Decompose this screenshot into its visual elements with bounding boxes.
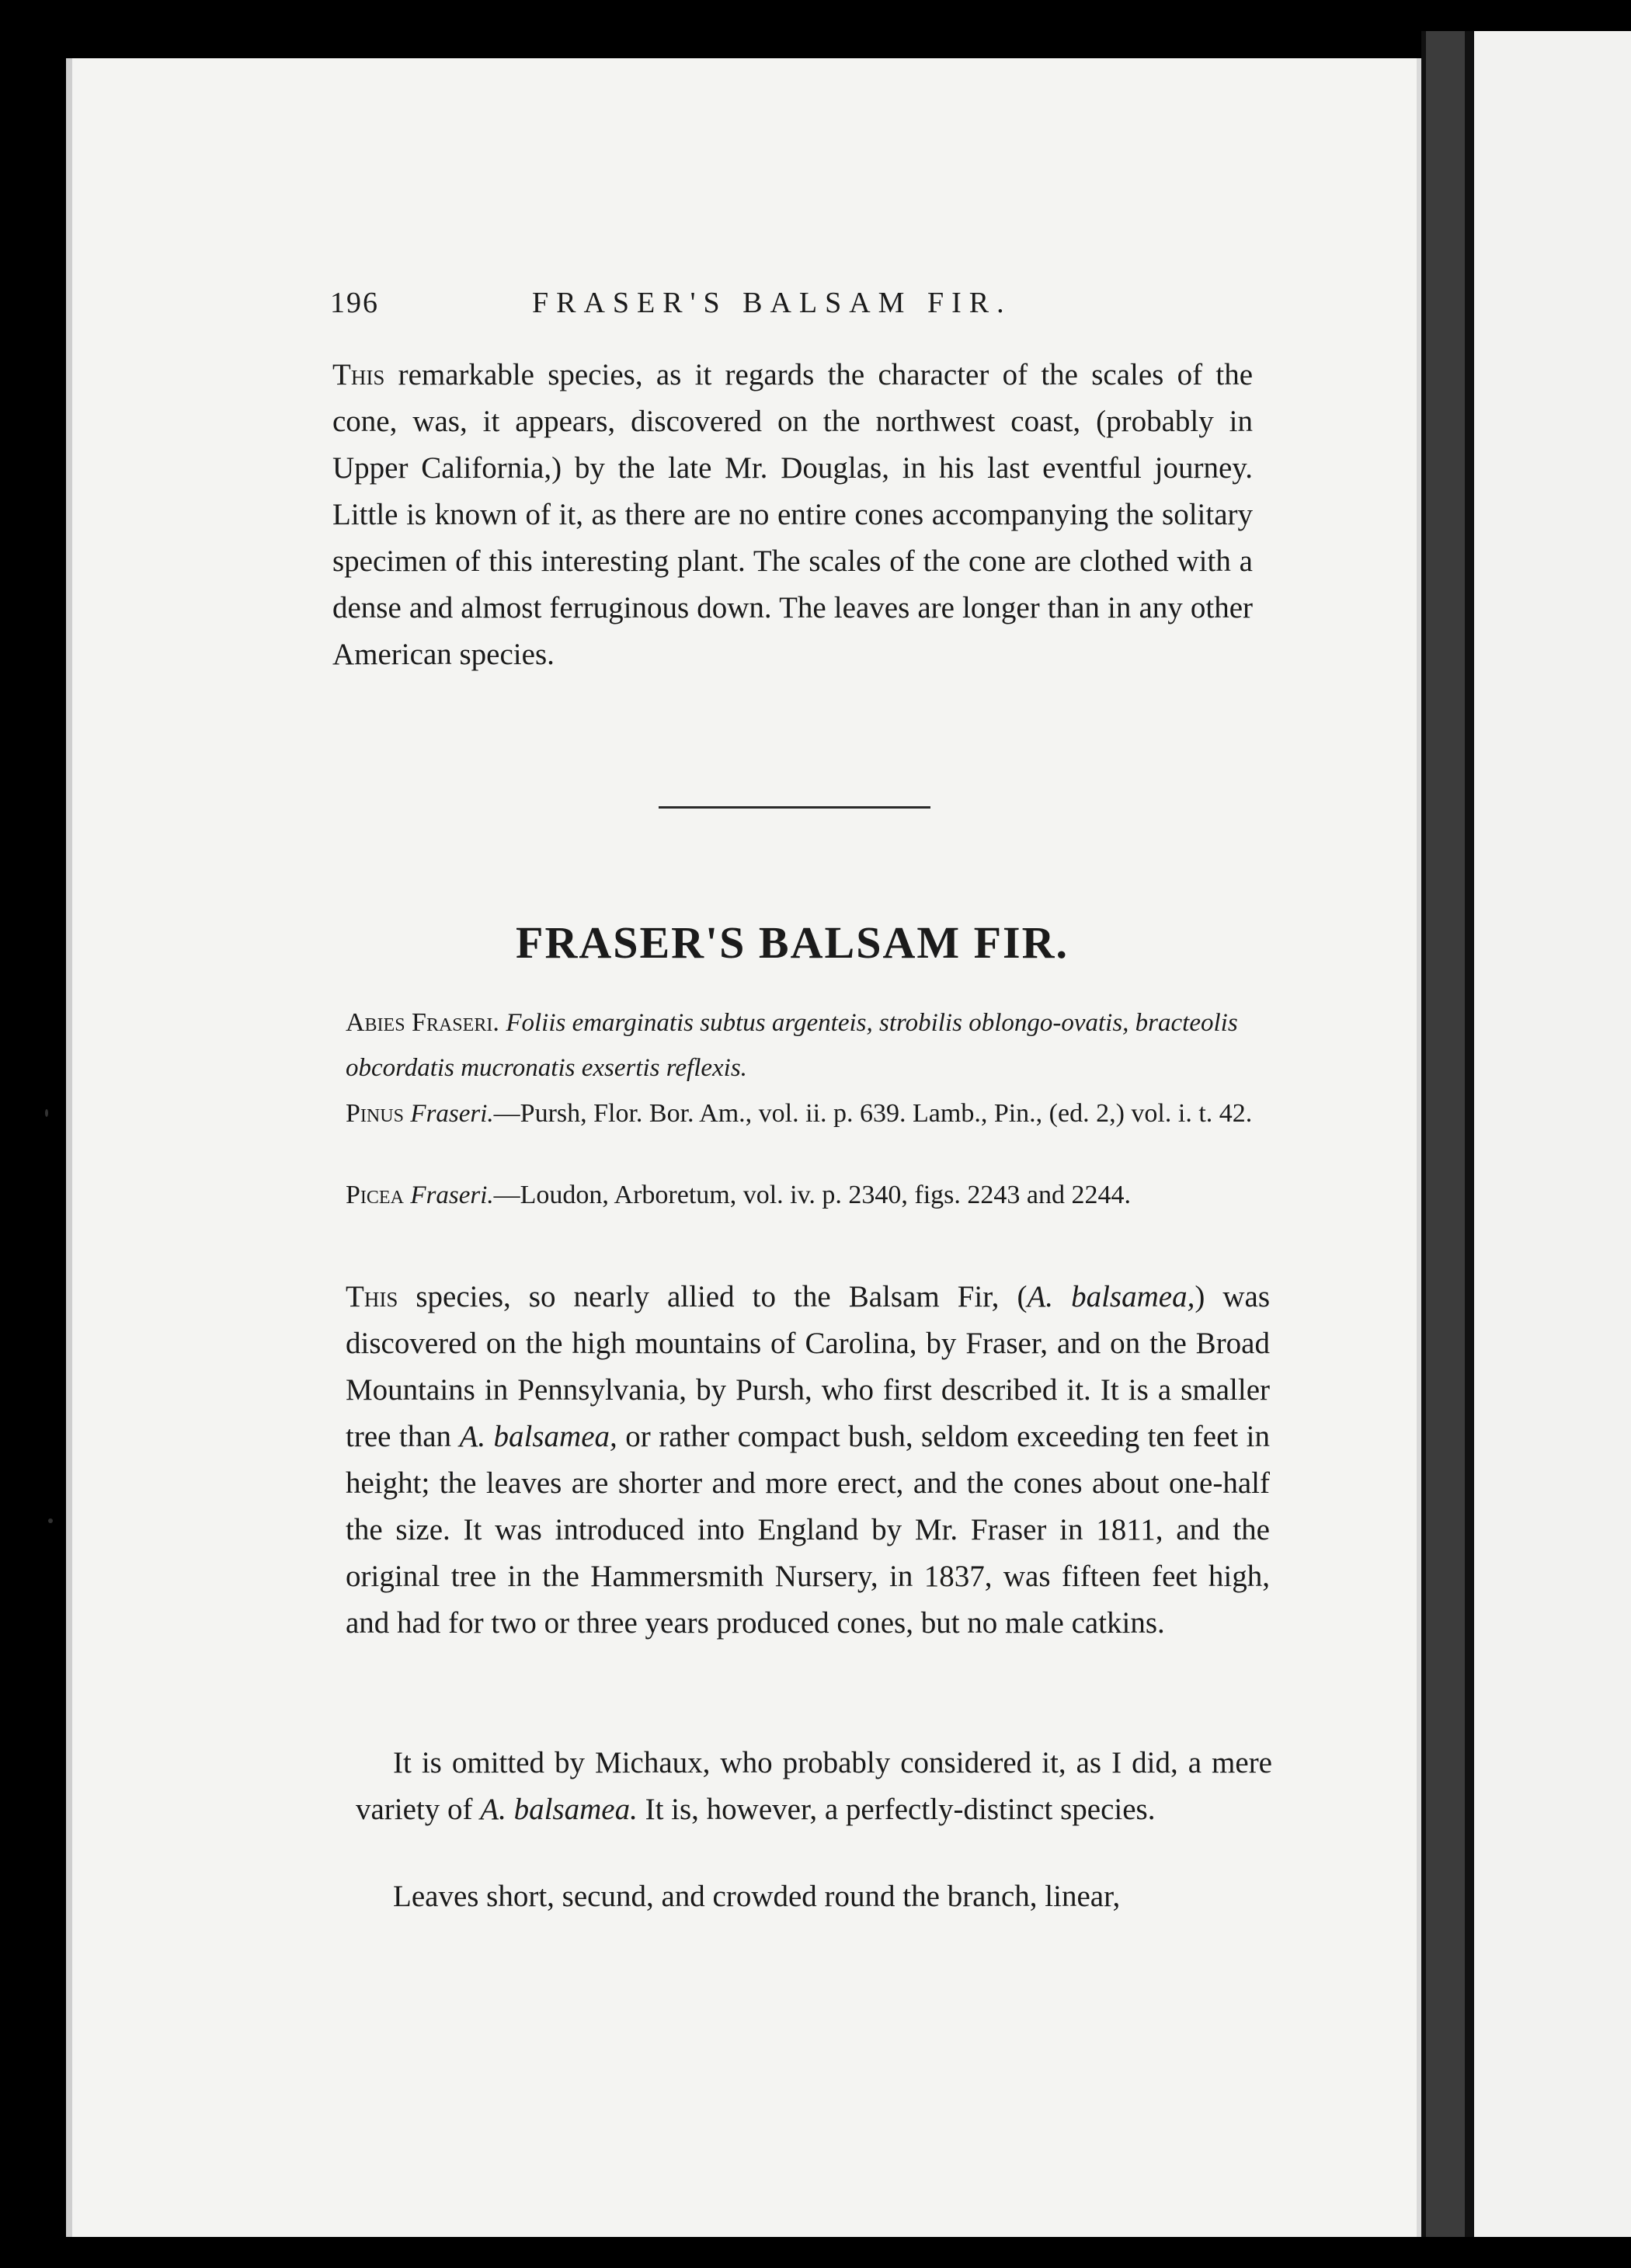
running-head (330, 286, 1270, 325)
section-divider-rule (659, 806, 930, 809)
synonym-entry-picea (346, 1173, 1266, 1218)
paragraph-text: remarkable species, as it regards the character of the scales of the cone, was, it appears, discovered on the northwest coast, (probably in Upper California,) by the late Mr. Douglas, in his last eventful journey. Little is known of it, as there are no entire cones accompanying the solitary specimen of this interesting plant. The scales of the cone are clothed with a dense and almost ferruginous down. The leaves are longer than in any other American species. (332, 358, 1253, 671)
paragraph-lead: This (332, 358, 385, 391)
synonym-citation: —Loudon, Arboretum, vol. iv. p. 2340, figs. 2243 and 2244. (493, 1181, 1132, 1209)
next-page-edge (1421, 31, 1631, 2237)
paragraph-leaves: Leaves short, secund, and crowded round the branch, linear, (393, 1880, 1121, 1913)
synonym-description: Foliis emarginatis subtus argenteis, strobilis oblongo-ovatis, bracteolis obcordatis mucronatis exsertis reflexis. (346, 1009, 1238, 1082)
paragraph-douglas-species (332, 352, 1253, 678)
section-heading: FRASER'S BALSAM FIR. (516, 917, 1069, 968)
species-name: A. balsamea, (1027, 1280, 1195, 1313)
synonym-entry-pinus (346, 1091, 1266, 1136)
paragraph-michaux (356, 1740, 1272, 1833)
text-run: ) was discovered on the high mountains of Carolina, by Fraser, and on the Broad Mountains in Pennsylvania, by Pursh, who first described it. It is a smaller tree than (346, 1280, 1271, 1453)
text-run: It is omitted by Michaux, who probably considered it, as I did, a mere variety of (356, 1746, 1272, 1826)
next-page-sliver (1474, 31, 1631, 2237)
synonym-genus: Picea (346, 1181, 404, 1209)
paragraph-description (346, 1274, 1270, 1647)
synonym-entry-abies (346, 1000, 1266, 1091)
text-run: It is, however, a perfectly-distinct species. (637, 1793, 1156, 1826)
scan-speck (48, 1518, 53, 1523)
paragraph-lead: This (346, 1280, 398, 1313)
scan-speck (45, 1109, 48, 1117)
running-title: FRASER'S BALSAM FIR. (532, 287, 1012, 319)
page-edge-shadow (1426, 31, 1465, 2237)
synonym-species: Fraseri. (410, 1100, 494, 1128)
species-name: A. balsamea, (459, 1420, 617, 1453)
page-number: 196 (330, 287, 379, 319)
text-run: species, so nearly allied to the Balsam Fir, ( (398, 1280, 1028, 1313)
synonym-genus: Pinus (346, 1099, 404, 1128)
species-name: A. balsamea. (480, 1793, 638, 1826)
synonym-citation: —Pursh, Flor. Bor. Am., vol. ii. p. 639. Lamb., Pin., (ed. 2,) vol. i. t. 42. (493, 1099, 1253, 1128)
synonym-species: Fraseri. (410, 1181, 494, 1209)
text-run: or rather compact bush, seldom exceeding ten feet in height; the leaves are shorter and more erect, and the cones about one-half the size. It was introduced into England by Mr. Fraser in 1811, and the original tree in the Hammersmith Nursery, in 1837, was fifteen feet high, and had for two or three years produced cones, but no male catkins. (346, 1420, 1271, 1640)
synonym-genus: Abies Fraseri. (346, 1008, 499, 1037)
